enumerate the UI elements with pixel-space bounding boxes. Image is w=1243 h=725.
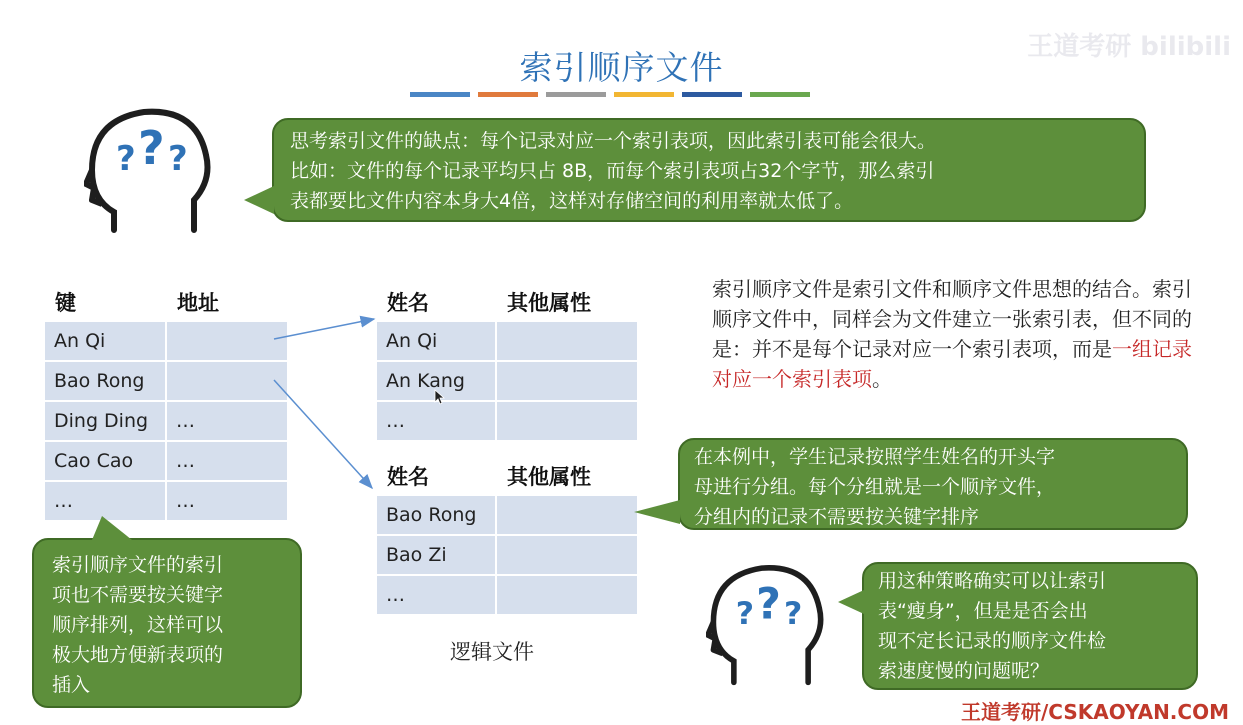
question-speech-bubble — [862, 562, 1198, 690]
explanation-paragraph — [712, 274, 1192, 394]
svg-text:?: ? — [168, 139, 188, 179]
index-address-cell: … — [167, 402, 287, 440]
index-address-cell: … — [167, 482, 287, 520]
svg-text:?: ? — [735, 595, 755, 632]
svg-text:?: ? — [756, 579, 781, 630]
group2-header-attrs: 其他属性 — [497, 458, 637, 494]
index-key-cell: Bao Rong — [45, 362, 165, 400]
grouping-speech-bubble — [678, 438, 1188, 530]
explanation-highlight: 一组记录对应一个索引表项 — [712, 337, 1192, 391]
group2-name-cell: Bao Rong — [377, 496, 495, 534]
group2-name-cell: Bao Zi — [377, 536, 495, 574]
index-note-text: 索引顺序文件的索引 项也不需要按关键字 顺序排列，这样可以 极大地方便新表项的 插入 — [52, 554, 224, 696]
slide-title: 索引顺序文件 — [519, 48, 724, 87]
logical-file-caption: 逻辑文件 — [450, 640, 534, 664]
svg-text:?: ? — [116, 139, 136, 179]
group1-header-attrs: 其他属性 — [497, 284, 637, 320]
group1-name-cell: An Qi — [377, 322, 495, 360]
index-address-cell: … — [167, 442, 287, 480]
index-header-address: 地址 — [167, 284, 287, 320]
arrow-icon — [274, 319, 374, 339]
index-header-key: 键 — [45, 284, 165, 320]
explanation-text: 索引顺序文件是索引文件和顺序文件思想的结合。索引顺序文件中，同样会为文件建立一张索引表，但不同的是：并不是每个记录对应一个索引表项，而是 — [712, 277, 1192, 361]
index-note-bubble-tail — [92, 516, 132, 540]
cursor-icon — [434, 389, 446, 409]
group1-name-cell: An Kang — [377, 362, 495, 400]
grouping-bubble-tail — [634, 500, 680, 524]
index-key-cell: An Qi — [45, 322, 165, 360]
grouping-bubble-text: 在本例中，学生记录按照学生姓名的开头字 母进行分组。每个分组就是一个顺序文件， 分组内的记录不需要按关键字排序 — [694, 446, 1056, 528]
index-key-cell: … — [45, 482, 165, 520]
index-note-speech-bubble — [32, 538, 302, 708]
svg-text:?: ? — [138, 121, 165, 175]
group2-name-cell: … — [377, 576, 495, 614]
index-key-cell: Cao Cao — [45, 442, 165, 480]
question-bubble-text: 用这种策略确实可以让索引 表“瘦身”，但是是否会出 现不定长记录的顺序文件检 索速度慢的问题呢？ — [878, 570, 1107, 682]
index-key-cell: Ding Ding — [45, 402, 165, 440]
footer-watermark: 王道考研/CSKAOYAN.COM — [961, 700, 1229, 724]
explanation-end: 。 — [872, 367, 892, 391]
question-bubble-tail — [838, 590, 864, 614]
group1-name-cell: … — [377, 402, 495, 440]
svg-text:?: ? — [784, 595, 803, 632]
watermark: 王道考研 bilibili — [1027, 32, 1231, 62]
top-bubble-text: 思考索引文件的缺点：每个记录对应一个索引表项，因此索引表可能会很大。 比如：文件的每个记录平均只占 8B，而每个索引表项占32个字节，那么索引 表都要比文件内容本身大4倍，这样对存储空间的利用率就太低了。 — [290, 130, 937, 212]
arrow-icon — [274, 380, 372, 488]
group2-header-name: 姓名 — [377, 458, 495, 494]
thinking-head-icon — [706, 552, 836, 692]
group1-header-name: 姓名 — [377, 284, 495, 320]
